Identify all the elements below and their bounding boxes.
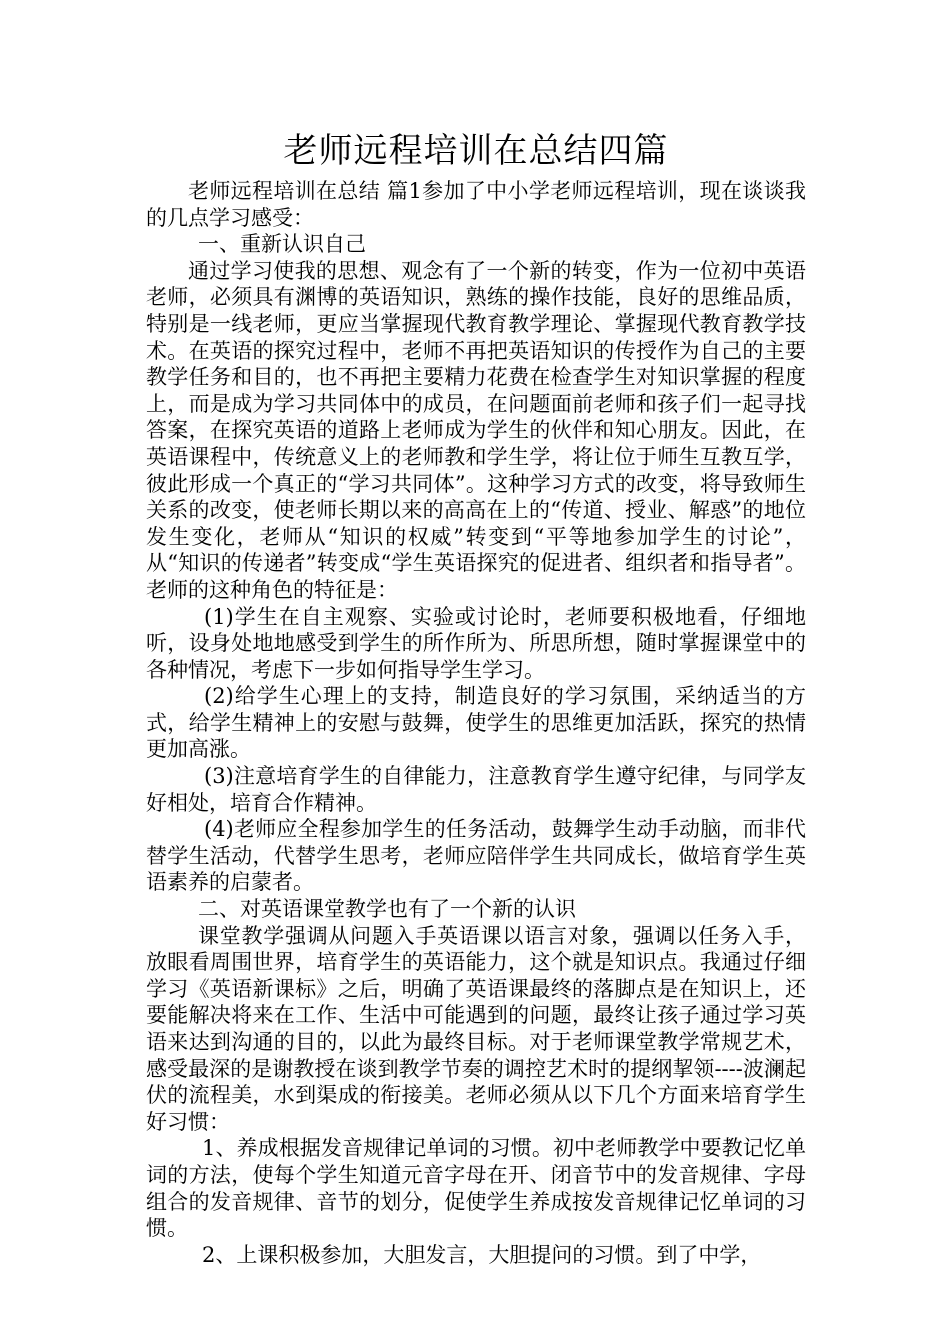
document-title: 老师远程培训在总结四篇 bbox=[283, 131, 669, 171]
document-page bbox=[146, 128, 806, 1268]
section-heading-1: 一、重新认识自己 bbox=[198, 232, 366, 257]
list-item-4: (4)老师应全程参加学生的任务活动，鼓舞学生动手动脑，而非代替学生活动，代替学生思考，老师应陪伴学生共同成长，做培育学生英语素养的启蒙者。 bbox=[146, 817, 806, 895]
section-heading-2: 二、对英语课堂教学也有了一个新的认识 bbox=[198, 897, 576, 922]
list-item-1: (1)学生在自主观察、实验或讨论时，老师要积极地看，仔细地听，设身处地地感受到学生的所作所为、所思所想，随时掌握课堂中的各种情况，考虑下一步如何指导学生学习。 bbox=[146, 604, 806, 682]
habit-item-2: 2、上课积极参加，大胆发言，大胆提问的习惯。到了中学， bbox=[202, 1242, 762, 1267]
intro-paragraph: 老师远程培训在总结 篇1参加了中小学老师远程培训，现在谈谈我的几点学习感受： bbox=[146, 179, 806, 230]
list-item-3: (3)注意培育学生的自律能力，注意教育学生遵守纪律，与同学友好相处，培育合作精神。 bbox=[146, 764, 806, 815]
document-body bbox=[146, 178, 806, 1268]
body-paragraph-2: 课堂教学强调从问题入手英语课以语言对象，强调以任务入手，放眼看周围世界，培育学生的英语能力，这个就是知识点。我通过仔细学习《英语新课标》之后，明确了英语课最终的落脚点是在知识上，还要能解决将来在工作、生活中可能遇到的问题，最终让孩子通过学习英语来达到沟通的目的，以此为最终目标。对于老师课堂教学常规艺术，感受最深的是谢教授在谈到教学节奏的调控艺术时的提纲挈领----波澜起伏的流程美，水到渠成的衔接美。老师必须从以下几个方面来培育学生好习惯： bbox=[146, 923, 806, 1134]
list-item-2: (2)给学生心理上的支持，制造良好的学习氛围，采纳适当的方式，给学生精神上的安慰与鼓舞，使学生的思维更加活跃，探究的热情更加高涨。 bbox=[146, 684, 806, 762]
habit-item-1: 1、养成根据发音规律记单词的习惯。初中老师教学中要教记忆单词的方法，使每个学生知道元音字母在开、闭音节中的发音规律、字母组合的发音规律、音节的划分，促使学生养成按发音规律记忆单词的习惯。 bbox=[146, 1136, 806, 1241]
body-paragraph: 通过学习使我的思想、观念有了一个新的转变，作为一位初中英语老师，必须具有渊博的英语知识，熟练的操作技能，良好的思维品质，特别是一线老师，更应当掌握现代教育教学理论、掌握现代教育教学技术。在英语的探究过程中，老师不再把英语知识的传授作为自己的主要教学任务和目的，也不再把主要精力花费在检查学生对知识掌握的程度上，而是成为学习共同体中的成员，在问题面前老师和孩子们一起寻找答案，在探究英语的道路上老师成为学生的伙伴和知心朋友。因此，在英语课程中，传统意义上的老师教和学生学，将让位于师生互教互学，彼此形成一个真正的“学习共同体”。这种学习方式的改变，将导致师生关系的改变，使老师长期以来的高高在上的“传道、授业、解惑”的地位发生变化，老师从“知识的权威”转变到“平等地参加学生的讨论”，从“知识的传递者”转变成“学生英语探究的促进者、组织者和指导者”。老师的这种角色的特征是： bbox=[146, 258, 806, 602]
